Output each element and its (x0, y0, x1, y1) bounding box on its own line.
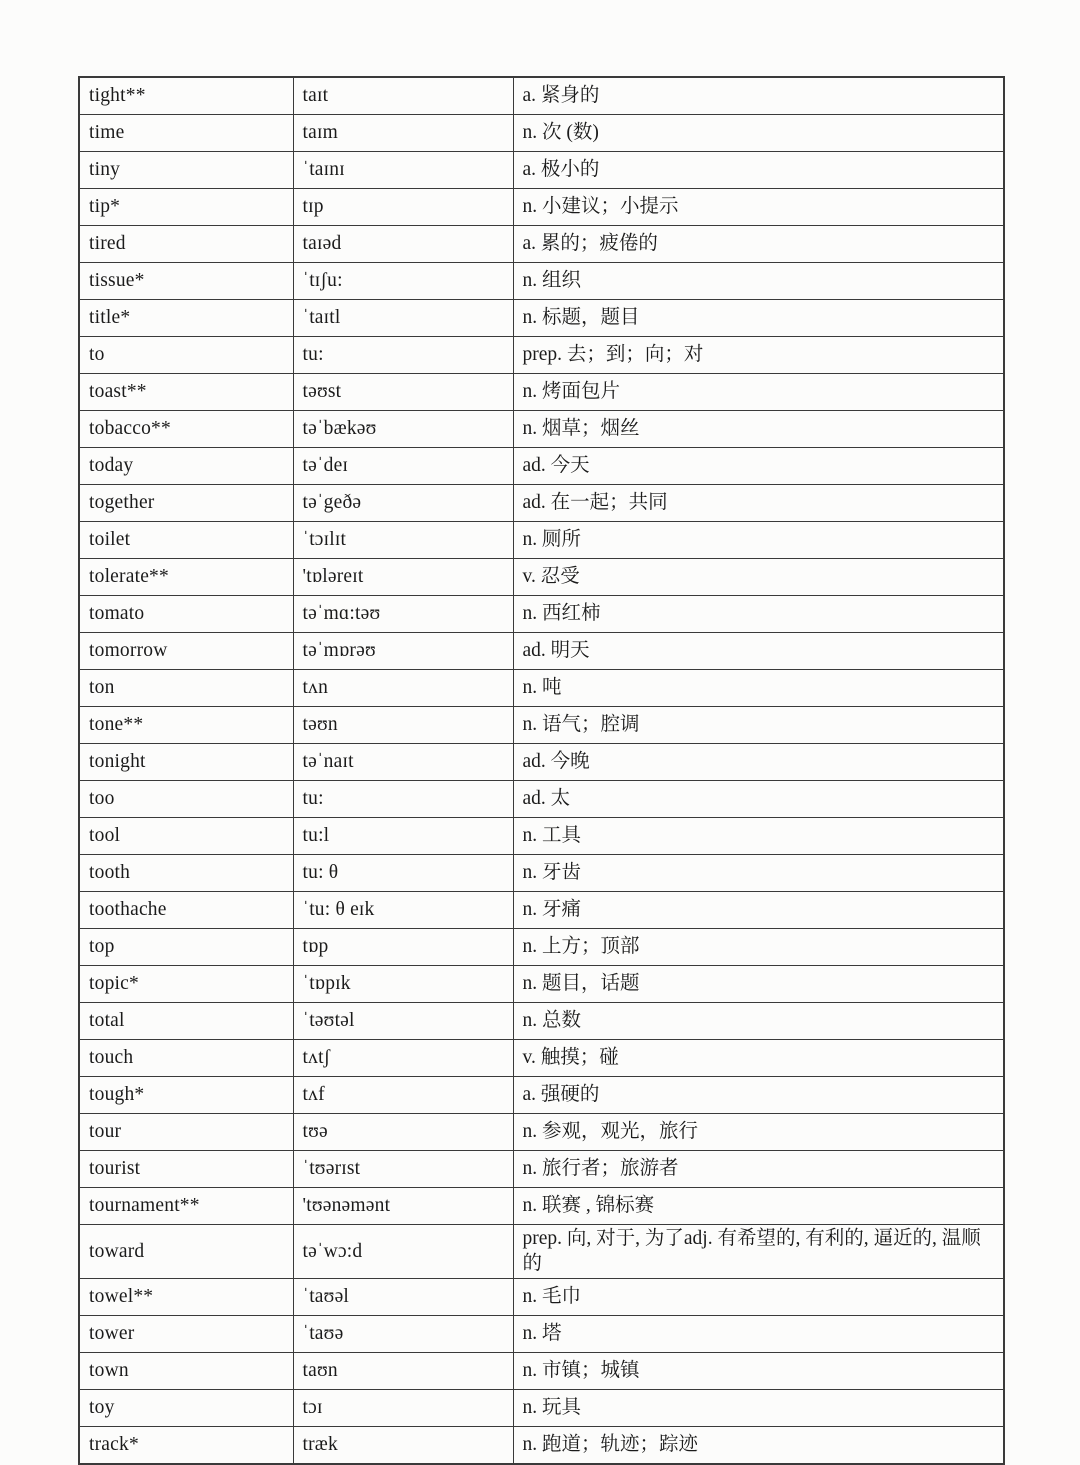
meaning-cell: n. 毛巾 (513, 1278, 1004, 1315)
table-row (79, 929, 1004, 966)
table-row (79, 1077, 1004, 1114)
word-cell: touch (79, 1040, 293, 1077)
phonetic-cell: təˈgeðə (293, 485, 513, 522)
phonetic-cell: ˈtaʊə (293, 1315, 513, 1352)
word-cell: tonight (79, 744, 293, 781)
phonetic-cell: tu: (293, 781, 513, 818)
phonetic-cell: ˈtaɪnɪ (293, 152, 513, 189)
word-cell: to (79, 337, 293, 374)
table-row (79, 1114, 1004, 1151)
meaning-cell: n. 联赛 , 锦标赛 (513, 1188, 1004, 1225)
meaning-cell: n. 烟草；烟丝 (513, 411, 1004, 448)
word-cell: time (79, 115, 293, 152)
meaning-cell: n. 市镇；城镇 (513, 1352, 1004, 1389)
phonetic-cell: təʊn (293, 707, 513, 744)
phonetic-cell: ˈtɪʃu: (293, 263, 513, 300)
phonetic-cell: ˈtaɪtl (293, 300, 513, 337)
meaning-cell: v. 忍受 (513, 559, 1004, 596)
meaning-cell: n. 牙齿 (513, 855, 1004, 892)
meaning-cell: a. 紧身的 (513, 77, 1004, 115)
phonetic-cell: təˈwɔ:d (293, 1225, 513, 1279)
phonetic-cell: tu: (293, 337, 513, 374)
phonetic-cell: tʊə (293, 1114, 513, 1151)
word-cell: toilet (79, 522, 293, 559)
meaning-cell: n. 牙痛 (513, 892, 1004, 929)
word-cell: ton (79, 670, 293, 707)
phonetic-cell: təˈbækəʊ (293, 411, 513, 448)
table-row (79, 1225, 1004, 1279)
meaning-cell: n. 次 (数) (513, 115, 1004, 152)
word-cell: tough* (79, 1077, 293, 1114)
vocabulary-table (78, 76, 1005, 1465)
table-row (79, 485, 1004, 522)
meaning-cell: n. 工具 (513, 818, 1004, 855)
table-row (79, 1315, 1004, 1352)
table-row (79, 744, 1004, 781)
meaning-cell: n. 题目，话题 (513, 966, 1004, 1003)
word-cell: tomato (79, 596, 293, 633)
word-cell: tooth (79, 855, 293, 892)
vocabulary-table-container (78, 76, 1005, 1465)
table-row (79, 1188, 1004, 1225)
table-row (79, 115, 1004, 152)
table-row (79, 818, 1004, 855)
phonetic-cell: 'tʊənəmənt (293, 1188, 513, 1225)
word-cell: town (79, 1352, 293, 1389)
meaning-cell: n. 西红柿 (513, 596, 1004, 633)
table-row (79, 670, 1004, 707)
meaning-cell: n. 旅行者；旅游者 (513, 1151, 1004, 1188)
phonetic-cell: taɪəd (293, 226, 513, 263)
table-row (79, 152, 1004, 189)
word-cell: tower (79, 1315, 293, 1352)
meaning-cell: ad. 今天 (513, 448, 1004, 485)
meaning-cell: n. 标题，题目 (513, 300, 1004, 337)
table-row (79, 596, 1004, 633)
phonetic-cell: təʊst (293, 374, 513, 411)
meaning-cell: ad. 太 (513, 781, 1004, 818)
word-cell: tone** (79, 707, 293, 744)
table-row (79, 77, 1004, 115)
meaning-cell: n. 总数 (513, 1003, 1004, 1040)
meaning-cell: n. 组织 (513, 263, 1004, 300)
phonetic-cell: tʌtʃ (293, 1040, 513, 1077)
phonetic-cell: træk (293, 1426, 513, 1464)
word-cell: tip* (79, 189, 293, 226)
table-row (79, 966, 1004, 1003)
meaning-cell: n. 烤面包片 (513, 374, 1004, 411)
table-row (79, 448, 1004, 485)
word-cell: track* (79, 1426, 293, 1464)
table-row (79, 559, 1004, 596)
table-row (79, 1389, 1004, 1426)
table-row (79, 226, 1004, 263)
phonetic-cell: tɔɪ (293, 1389, 513, 1426)
phonetic-cell: tɒp (293, 929, 513, 966)
word-cell: topic* (79, 966, 293, 1003)
table-row (79, 1352, 1004, 1389)
table-row (79, 633, 1004, 670)
word-cell: too (79, 781, 293, 818)
phonetic-cell: ˈtʊərɪst (293, 1151, 513, 1188)
phonetic-cell: taʊn (293, 1352, 513, 1389)
table-row (79, 707, 1004, 744)
word-cell: tiny (79, 152, 293, 189)
word-cell: top (79, 929, 293, 966)
table-row (79, 1278, 1004, 1315)
phonetic-cell: ˈtɒpɪk (293, 966, 513, 1003)
meaning-cell: n. 小建议；小提示 (513, 189, 1004, 226)
word-cell: toast** (79, 374, 293, 411)
meaning-cell: n. 塔 (513, 1315, 1004, 1352)
table-row (79, 337, 1004, 374)
phonetic-cell: təˈnaɪt (293, 744, 513, 781)
phonetic-cell: ˈtu: θ eɪk (293, 892, 513, 929)
meaning-cell: ad. 今晚 (513, 744, 1004, 781)
meaning-cell: a. 极小的 (513, 152, 1004, 189)
word-cell: tolerate** (79, 559, 293, 596)
table-row (79, 1003, 1004, 1040)
table-body (79, 77, 1004, 1464)
table-row (79, 892, 1004, 929)
word-cell: tired (79, 226, 293, 263)
word-cell: today (79, 448, 293, 485)
phonetic-cell: tʌf (293, 1077, 513, 1114)
table-row (79, 263, 1004, 300)
word-cell: tissue* (79, 263, 293, 300)
table-row (79, 1040, 1004, 1077)
word-cell: tight** (79, 77, 293, 115)
meaning-cell: n. 吨 (513, 670, 1004, 707)
meaning-cell: a. 强硬的 (513, 1077, 1004, 1114)
table-row (79, 855, 1004, 892)
phonetic-cell: təˈdeɪ (293, 448, 513, 485)
meaning-cell: prep. 向, 对于, 为了adj. 有希望的, 有利的, 逼近的, 温顺的 (513, 1225, 1004, 1279)
meaning-cell: a. 累的；疲倦的 (513, 226, 1004, 263)
phonetic-cell: təˈmɑ:təʊ (293, 596, 513, 633)
phonetic-cell: tɪp (293, 189, 513, 226)
table-row (79, 522, 1004, 559)
table-row (79, 1151, 1004, 1188)
meaning-cell: n. 跑道；轨迹；踪迹 (513, 1426, 1004, 1464)
phonetic-cell: tu: θ (293, 855, 513, 892)
phonetic-cell: 'tɒləreɪt (293, 559, 513, 596)
word-cell: towel** (79, 1278, 293, 1315)
word-cell: tomorrow (79, 633, 293, 670)
table-row (79, 300, 1004, 337)
word-cell: toward (79, 1225, 293, 1279)
word-cell: toy (79, 1389, 293, 1426)
phonetic-cell: ˈtɔɪlɪt (293, 522, 513, 559)
meaning-cell: prep. 去；到；向；对 (513, 337, 1004, 374)
meaning-cell: n. 参观，观光，旅行 (513, 1114, 1004, 1151)
table-row (79, 781, 1004, 818)
phonetic-cell: tʌn (293, 670, 513, 707)
table-row (79, 411, 1004, 448)
table-row (79, 189, 1004, 226)
word-cell: title* (79, 300, 293, 337)
word-cell: together (79, 485, 293, 522)
meaning-cell: n. 上方；顶部 (513, 929, 1004, 966)
phonetic-cell: taɪm (293, 115, 513, 152)
meaning-cell: ad. 明天 (513, 633, 1004, 670)
word-cell: toothache (79, 892, 293, 929)
meaning-cell: v. 触摸；碰 (513, 1040, 1004, 1077)
word-cell: tourist (79, 1151, 293, 1188)
word-cell: total (79, 1003, 293, 1040)
phonetic-cell: təˈmɒrəʊ (293, 633, 513, 670)
phonetic-cell: tu:l (293, 818, 513, 855)
table-row (79, 374, 1004, 411)
meaning-cell: n. 厕所 (513, 522, 1004, 559)
phonetic-cell: ˈtəʊtəl (293, 1003, 513, 1040)
word-cell: tour (79, 1114, 293, 1151)
phonetic-cell: taɪt (293, 77, 513, 115)
word-cell: tool (79, 818, 293, 855)
meaning-cell: n. 语气；腔调 (513, 707, 1004, 744)
meaning-cell: ad. 在一起；共同 (513, 485, 1004, 522)
word-cell: tournament** (79, 1188, 293, 1225)
word-cell: tobacco** (79, 411, 293, 448)
meaning-cell: n. 玩具 (513, 1389, 1004, 1426)
phonetic-cell: ˈtaʊəl (293, 1278, 513, 1315)
